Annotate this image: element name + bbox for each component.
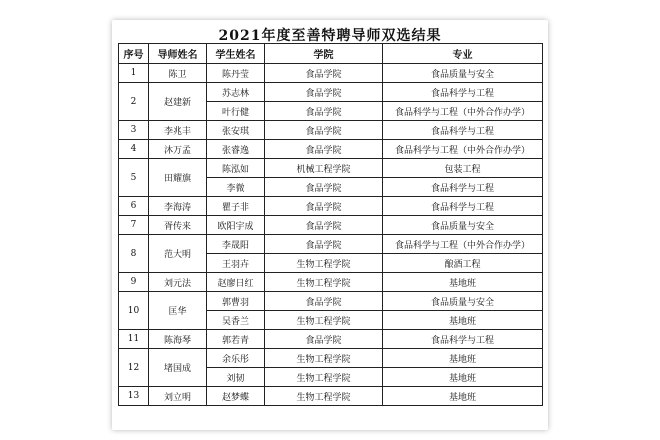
student-name-cell: 张睿逸 xyxy=(207,140,265,159)
mentor-name-cell: 沐万孟 xyxy=(149,140,207,159)
table-row xyxy=(119,292,543,311)
header-mentor: 导师姓名 xyxy=(149,44,207,64)
college-cell: 食品学院 xyxy=(265,197,383,216)
table-row xyxy=(119,216,543,235)
row-number-cell: 5 xyxy=(119,159,149,197)
document-page xyxy=(112,20,548,430)
table-row xyxy=(119,83,543,102)
header-major: 专业 xyxy=(383,44,543,64)
student-name-cell: 叶行健 xyxy=(207,102,265,121)
college-cell: 食品学院 xyxy=(265,121,383,140)
college-cell: 生物工程学院 xyxy=(265,387,383,406)
mentor-name-cell: 陈海琴 xyxy=(149,330,207,349)
student-name-cell: 刘韧 xyxy=(207,368,265,387)
mentor-name-cell: 李海涛 xyxy=(149,197,207,216)
college-cell: 机械工程学院 xyxy=(265,159,383,178)
major-cell: 基地班 xyxy=(383,311,543,330)
student-name-cell: 李微 xyxy=(207,178,265,197)
row-number-cell: 4 xyxy=(119,140,149,159)
mentor-name-cell: 赵建新 xyxy=(149,83,207,121)
college-cell: 生物工程学院 xyxy=(265,311,383,330)
mentor-name-cell: 堵国成 xyxy=(149,349,207,387)
page-title: 2021年度至善特聘导师双选结果 xyxy=(218,28,442,44)
mentor-name-cell: 刘立明 xyxy=(149,387,207,406)
student-name-cell: 陈丹莹 xyxy=(207,64,265,83)
table-row xyxy=(119,349,543,368)
major-cell: 基地班 xyxy=(383,387,543,406)
college-cell: 食品学院 xyxy=(265,64,383,83)
table-row xyxy=(119,197,543,216)
table-row xyxy=(119,330,543,349)
major-cell: 食品质量与安全 xyxy=(383,292,543,311)
major-cell: 包装工程 xyxy=(383,159,543,178)
college-cell: 食品学院 xyxy=(265,330,383,349)
row-number-cell: 2 xyxy=(119,83,149,121)
major-cell: 基地班 xyxy=(383,273,543,292)
college-cell: 食品学院 xyxy=(265,83,383,102)
mentor-name-cell: 陈卫 xyxy=(149,64,207,83)
results-table xyxy=(118,43,543,406)
student-name-cell: 吴香兰 xyxy=(207,311,265,330)
table-row xyxy=(119,64,543,83)
student-name-cell: 瞿子非 xyxy=(207,197,265,216)
student-name-cell: 张安琪 xyxy=(207,121,265,140)
college-cell: 食品学院 xyxy=(265,292,383,311)
header-college: 学院 xyxy=(265,44,383,64)
header-number: 序号 xyxy=(119,44,149,64)
mentor-name-cell: 刘元法 xyxy=(149,273,207,292)
major-cell: 基地班 xyxy=(383,349,543,368)
row-number-cell: 9 xyxy=(119,273,149,292)
header-student: 学生姓名 xyxy=(207,44,265,64)
student-name-cell: 郭若青 xyxy=(207,330,265,349)
college-cell: 生物工程学院 xyxy=(265,349,383,368)
row-number-cell: 1 xyxy=(119,64,149,83)
major-cell: 食品科学与工程（中外合作办学） xyxy=(383,140,543,159)
table-row xyxy=(119,273,543,292)
table-header-row xyxy=(119,44,543,64)
row-number-cell: 6 xyxy=(119,197,149,216)
table-row xyxy=(119,235,543,254)
mentor-name-cell: 匡华 xyxy=(149,292,207,330)
student-name-cell: 王羽卉 xyxy=(207,254,265,273)
student-name-cell: 陈泓如 xyxy=(207,159,265,178)
row-number-cell: 11 xyxy=(119,330,149,349)
mentor-name-cell: 李兆丰 xyxy=(149,121,207,140)
mentor-name-cell: 胥传来 xyxy=(149,216,207,235)
major-cell: 食品科学与工程 xyxy=(383,197,543,216)
mentor-name-cell: 范大明 xyxy=(149,235,207,273)
row-number-cell: 10 xyxy=(119,292,149,330)
student-name-cell: 李晟阳 xyxy=(207,235,265,254)
major-cell: 食品科学与工程（中外合作办学） xyxy=(383,102,543,121)
row-number-cell: 13 xyxy=(119,387,149,406)
college-cell: 生物工程学院 xyxy=(265,254,383,273)
major-cell: 食品质量与安全 xyxy=(383,216,543,235)
student-name-cell: 郭曹羽 xyxy=(207,292,265,311)
mentor-name-cell: 田耀旗 xyxy=(149,159,207,197)
row-number-cell: 7 xyxy=(119,216,149,235)
college-cell: 食品学院 xyxy=(265,216,383,235)
student-name-cell: 苏志林 xyxy=(207,83,265,102)
table-row xyxy=(119,140,543,159)
major-cell: 食品质量与安全 xyxy=(383,64,543,83)
college-cell: 生物工程学院 xyxy=(265,273,383,292)
major-cell: 酿酒工程 xyxy=(383,254,543,273)
row-number-cell: 12 xyxy=(119,349,149,387)
major-cell: 食品科学与工程 xyxy=(383,83,543,102)
table-row xyxy=(119,121,543,140)
major-cell: 基地班 xyxy=(383,368,543,387)
student-name-cell: 余乐彤 xyxy=(207,349,265,368)
college-cell: 食品学院 xyxy=(265,235,383,254)
student-name-cell: 欧阳宇成 xyxy=(207,216,265,235)
college-cell: 食品学院 xyxy=(265,178,383,197)
student-name-cell: 赵廖日红 xyxy=(207,273,265,292)
table-body xyxy=(119,64,543,406)
major-cell: 食品科学与工程 xyxy=(383,121,543,140)
row-number-cell: 3 xyxy=(119,121,149,140)
college-cell: 食品学院 xyxy=(265,140,383,159)
major-cell: 食品科学与工程（中外合作办学） xyxy=(383,235,543,254)
row-number-cell: 8 xyxy=(119,235,149,273)
major-cell: 食品科学与工程 xyxy=(383,330,543,349)
student-name-cell: 赵梦蝶 xyxy=(207,387,265,406)
college-cell: 食品学院 xyxy=(265,102,383,121)
table-row xyxy=(119,387,543,406)
table-row xyxy=(119,159,543,178)
major-cell: 食品科学与工程 xyxy=(383,178,543,197)
college-cell: 生物工程学院 xyxy=(265,368,383,387)
